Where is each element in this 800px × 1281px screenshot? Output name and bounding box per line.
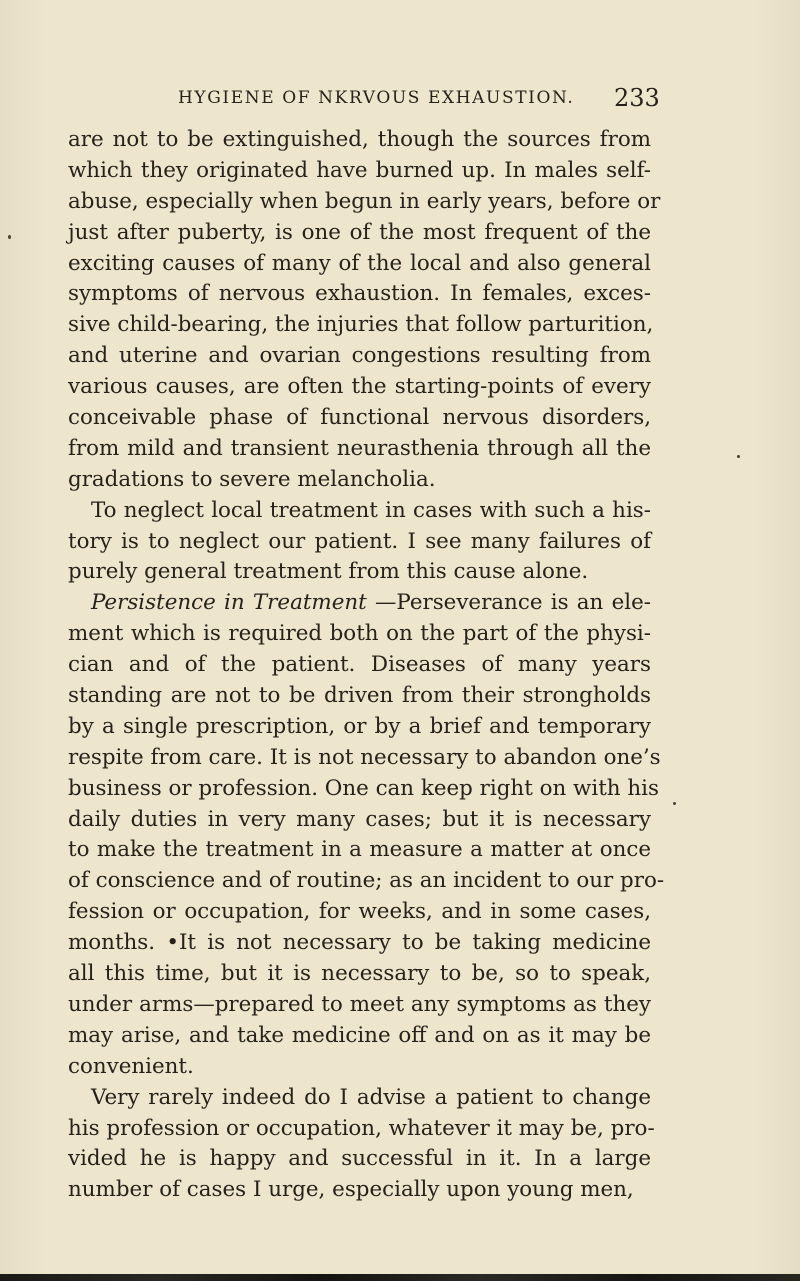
text-line: symptoms of nervous exhaustion. In females, exces- (68, 281, 651, 307)
body-text (68, 125, 665, 1206)
text-line: vided he is happy and successful in it. In a large (68, 1146, 651, 1172)
text-line: and uterine and ovarian congestions resulting from (68, 343, 651, 369)
text-line: all this time, but it is necessary to be, so to speak, (68, 961, 651, 987)
scan-bottom-edge (0, 1274, 800, 1281)
text-line: of conscience and of routine; as an incident to our pro- (68, 868, 665, 894)
text-line: number of cases I urge, especially upon young men, (68, 1177, 634, 1203)
text-line: convenient. (68, 1053, 194, 1079)
text-line: are not to be extinguished, though the sources from (68, 127, 651, 152)
running-title: HYGIENE OF NKRVOUS EXHAUSTION. (178, 88, 575, 108)
text-line: respite from care. It is not necessary to abandon one’s (68, 744, 661, 770)
text-line: may arise, and take medicine off and on as it may be (68, 1022, 651, 1048)
text-line: months. •It is not necessary to be taking medicine (68, 930, 651, 956)
text-line: from mild and transient neurasthenia through all the (68, 435, 651, 461)
text-line: To neglect local treatment in cases with such a his- (91, 497, 651, 523)
text-line: under arms—prepared to meet any symptoms as they (68, 991, 651, 1017)
text-line: fession or occupation, for weeks, and in some cases, (68, 899, 651, 925)
text-line: cian and of the patient. Diseases of many years (68, 652, 651, 678)
section-heading-persistence: Persistence in Treatment (91, 590, 367, 616)
text-line: exciting causes of many of the local and also general (68, 250, 651, 276)
margin-speck (737, 455, 740, 458)
text-line: conceivable phase of functional nervous disorders, (68, 405, 651, 431)
persistence-heading-line (68, 588, 651, 619)
text-line: gradations to severe melancholia. (68, 466, 436, 492)
text-line: purely general treatment from this cause alone. (68, 559, 589, 585)
text-line: ment which is required both on the part of the physi- (68, 621, 651, 647)
text-line: by a single prescription, or by a brief and temporary (68, 713, 651, 739)
text-line: sive child-bearing, the injuries that follow parturition, (68, 312, 654, 338)
text-line: daily duties in very many cases; but it is necessary (68, 806, 651, 832)
page-number: 233 (614, 84, 660, 112)
text-line: abuse, especially when begun in early years, before or (68, 188, 661, 214)
text-line: his profession or occupation, whatever it may be, pro- (68, 1115, 655, 1141)
text-line: various causes, are often the starting-points of every (68, 374, 651, 400)
text-line: standing are not to be driven from their strongholds (68, 683, 651, 709)
margin-speck (8, 235, 11, 239)
text-line: Very rarely indeed do I advise a patient to change (91, 1084, 651, 1110)
text-line: business or profession. One can keep right on with his (68, 775, 659, 801)
text-line: tory is to neglect our patient. I see many failures of (68, 528, 651, 554)
text-fragment: —Perseverance is an ele- (366, 590, 651, 616)
margin-speck (673, 802, 676, 805)
running-head (0, 84, 800, 118)
text-line: just after puberty, is one of the most frequent of the (68, 219, 651, 245)
text-line: which they originated have burned up. In males self- (68, 157, 651, 183)
text-line: to make the treatment in a measure a matter at once (68, 837, 651, 863)
